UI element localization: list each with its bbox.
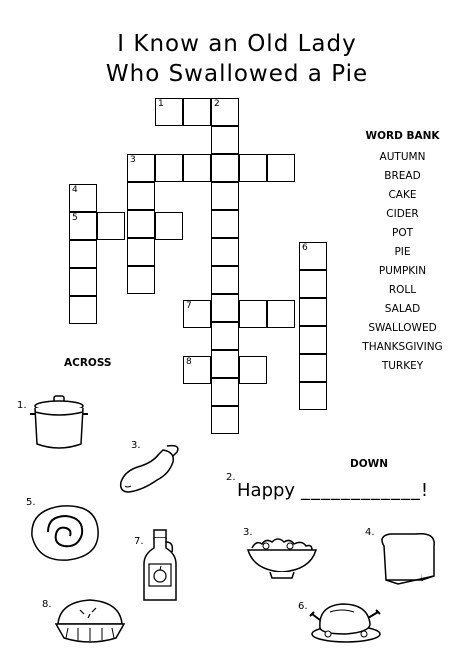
grid-cell[interactable]	[211, 238, 239, 266]
salad-bowl-icon	[246, 536, 318, 582]
grid-cell[interactable]	[183, 154, 211, 182]
grid-cell[interactable]	[299, 242, 327, 270]
across-clue-number: 3.	[131, 440, 141, 451]
word-bank-item: AUTUMN	[379, 151, 426, 163]
across-clue-number: 7.	[134, 536, 144, 547]
clue-number: 8	[186, 357, 192, 367]
grid-cell[interactable]	[239, 300, 267, 328]
word-bank-item: SWALLOWED	[368, 322, 437, 334]
grid-cell[interactable]	[69, 184, 97, 212]
across-clue-number: 8.	[42, 599, 52, 610]
page-subtitle: Who Swallowed a Pie	[105, 61, 369, 87]
roll-icon	[28, 500, 102, 564]
grid-cell[interactable]	[211, 294, 239, 322]
clue-number: 5	[72, 213, 78, 223]
grid-cell[interactable]	[211, 126, 239, 154]
squash-icon	[115, 440, 187, 496]
grid-cell[interactable]	[69, 240, 97, 268]
grid-cell[interactable]	[211, 98, 239, 126]
word-bank-item: POT	[391, 227, 413, 239]
clue-number: 6	[302, 243, 308, 253]
grid-cell[interactable]	[239, 154, 267, 182]
grid-cell[interactable]	[183, 356, 211, 384]
grid-cell[interactable]	[97, 212, 125, 240]
grid-cell[interactable]	[183, 300, 211, 328]
across-clue-number: 1.	[17, 400, 27, 411]
down-clue-number: 2.	[226, 472, 236, 483]
across-heading: ACROSS	[64, 357, 112, 369]
happy-text: Happy	[237, 480, 296, 501]
grid-cell[interactable]	[211, 350, 239, 378]
grid-cell[interactable]	[239, 356, 267, 384]
pot-icon	[28, 394, 90, 454]
grid-cell[interactable]	[211, 322, 239, 350]
clue-number: 7	[186, 301, 192, 311]
clue-number: 2	[214, 99, 220, 109]
word-bank-item: ROLL	[388, 284, 417, 296]
clue-number: 3	[130, 155, 136, 165]
word-bank-item: SALAD	[384, 303, 421, 315]
clue-number: 4	[72, 185, 78, 195]
across-clue-number: 5.	[26, 497, 36, 508]
word-bank-item: CIDER	[386, 208, 419, 220]
grid-cell[interactable]	[299, 270, 327, 298]
down-clue-number: 6.	[298, 601, 308, 612]
grid-cell[interactable]	[299, 354, 327, 382]
word-bank-item: TURKEY	[381, 360, 424, 372]
word-bank-title: WORD BANK	[365, 130, 440, 142]
grid-cell[interactable]	[211, 154, 239, 182]
grid-cell[interactable]	[299, 382, 327, 410]
grid-cell[interactable]	[211, 266, 239, 294]
grid-cell[interactable]	[155, 212, 183, 240]
cider-jug-icon	[142, 528, 178, 604]
grid-cell[interactable]	[299, 298, 327, 326]
grid-cell[interactable]	[127, 210, 155, 238]
word-bank-item: PIE	[394, 246, 411, 258]
grid-cell[interactable]	[127, 182, 155, 210]
grid-cell[interactable]	[69, 296, 97, 324]
word-bank-item: PUMPKIN	[378, 265, 427, 277]
turkey-icon	[308, 596, 384, 644]
grid-cell[interactable]	[267, 300, 295, 328]
happy-clue	[237, 480, 429, 501]
grid-cell[interactable]	[299, 326, 327, 354]
grid-cell[interactable]	[127, 154, 155, 182]
bread-slice-icon	[376, 530, 438, 586]
pie-icon	[52, 596, 128, 646]
grid-cell[interactable]	[69, 212, 97, 240]
grid-cell[interactable]	[211, 378, 239, 406]
down-clue-number: 3.	[243, 527, 253, 538]
grid-cell[interactable]	[211, 182, 239, 210]
grid-cell[interactable]	[267, 154, 295, 182]
word-bank-item: CAKE	[388, 189, 417, 201]
down-heading: DOWN	[350, 458, 389, 470]
word-bank-item: THANKSGIVING	[362, 341, 443, 353]
grid-cell[interactable]	[155, 154, 183, 182]
grid-cell[interactable]	[211, 210, 239, 238]
grid-cell[interactable]	[211, 406, 239, 434]
word-bank-item: BREAD	[384, 170, 421, 182]
grid-cell[interactable]	[127, 266, 155, 294]
down-clue-number: 4.	[365, 527, 375, 538]
page-title: I Know an Old Lady	[117, 31, 357, 57]
clue-number: 1	[158, 99, 164, 109]
grid-cell[interactable]	[69, 268, 97, 296]
grid-cell[interactable]	[127, 238, 155, 266]
grid-cell[interactable]	[155, 98, 183, 126]
happy-blank: ____________!	[300, 480, 430, 501]
grid-cell[interactable]	[183, 98, 211, 126]
